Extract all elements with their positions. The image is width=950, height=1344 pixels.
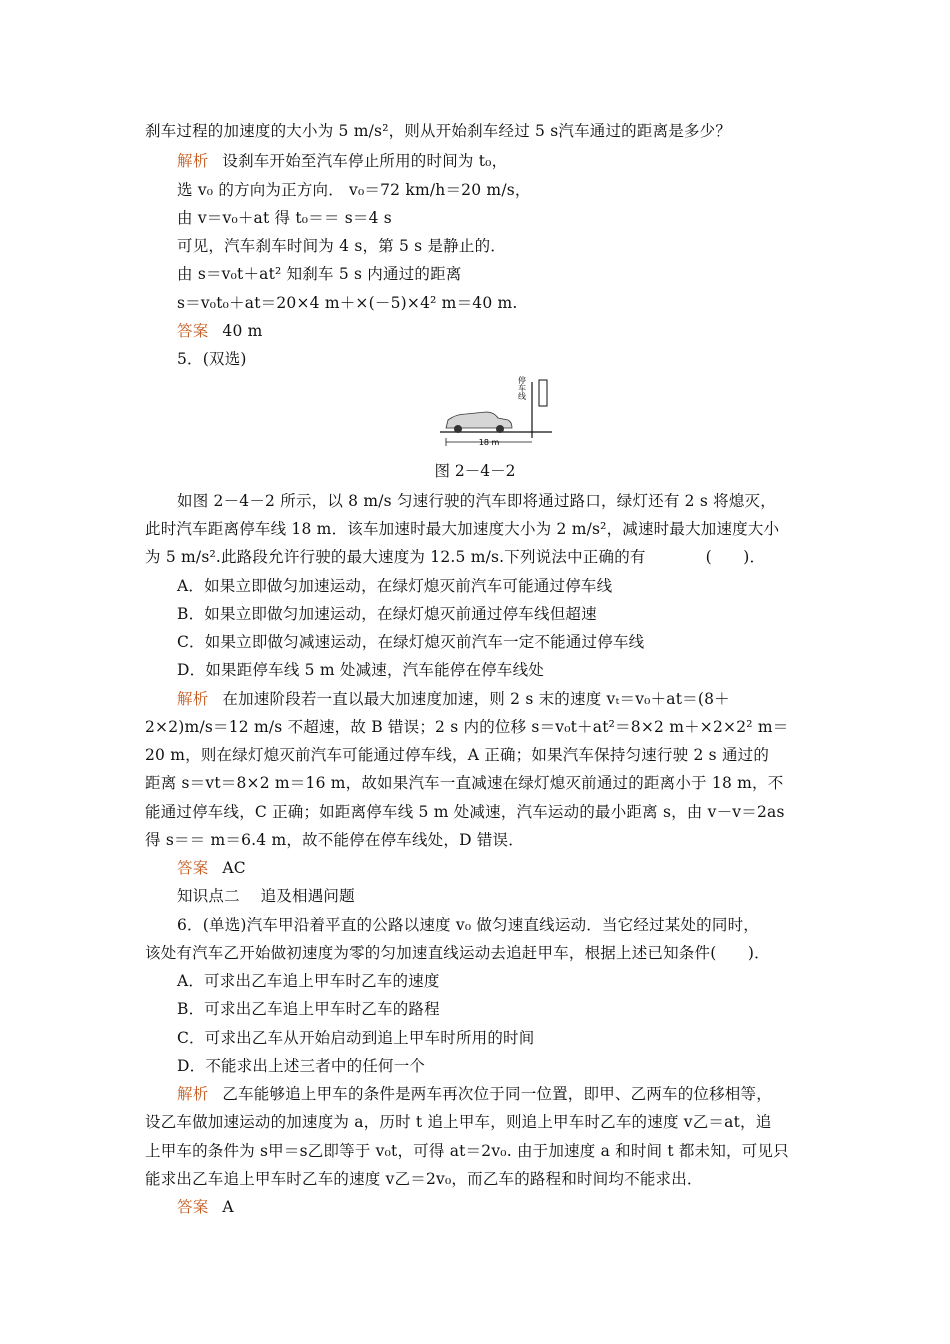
option-a: A．如果立即做匀加速运动，在绿灯熄灭前汽车可能通过停车线 [177,577,613,595]
text-line: 设乙车做加速运动的加速度为 a，历时 t 追上甲车，则追上甲车时乙车的速度 v乙＝at，追 [145,1113,772,1131]
text-line: s＝v₀t₀＋at＝20×4 m＋×(－5)×4² m＝40 m. [177,294,518,312]
text-line: 由 s＝v₀t＋at² 知刹车 5 s 内通过的距离 [177,265,462,283]
car-stopline-figure [436,374,556,460]
jiexi-label: 解析 [177,1085,209,1103]
text-line: 为 5 m/s².此路段允许行驶的最大速度为 12.5 m/s.下列说法中正确的有 ( )． [145,548,766,566]
text-line: 解析 在加速阶段若一直以最大加速度加速，则 2 s 末的速度 vₜ＝v₀＋at＝(8＋ [177,690,730,708]
text-line: 6．(单选)汽车甲沿着平直的公路以速度 v₀ 做匀速直线运动．当它经过某处的同时， [177,916,759,934]
option-c: C．如果立即做匀减速运动，在绿灯熄灭前汽车一定不能通过停车线 [177,633,645,651]
daan-label: 答案 [177,322,209,340]
option-c: C．可求出乙车从开始启动到追上甲车时所用的时间 [177,1029,535,1047]
text-line: 选 v₀ 的方向为正方向． v₀＝72 km/h＝20 m/s， [177,181,531,199]
text-line: 解析 设刹车开始至汽车停止所用的时间为 t₀， [177,152,508,170]
option-a: A．可求出乙车追上甲车时乙车的速度 [177,972,440,990]
text-line: 解析 乙车能够追上甲车的条件是两车再次位于同一位置，即甲、乙两车的位移相等， [177,1085,772,1103]
text-line: 此时汽车距离停车线 18 m．该车加速时最大加速度大小为 2 m/s²，减速时最大加速度大小 [145,520,780,538]
text-line: 上甲车的条件为 s甲＝s乙即等于 v₀t，可得 at＝2v₀. 由于加速度 a 和时间 t 都未知，可见只 [145,1142,789,1160]
option-b: B．如果立即做匀加速运动，在绿灯熄灭前通过停车线但超速 [177,605,597,623]
text-line: 该处有汽车乙开始做初速度为零的匀加速直线运动去追赶甲车，根据上述已知条件( )． [145,944,770,962]
text-line: 可见，汽车刹车时间为 4 s，第 5 s 是静止的． [177,237,506,255]
option-b: B．可求出乙车追上甲车时乙车的路程 [177,1000,440,1018]
daan-label: 答案 [177,859,209,877]
text-line: 答案 40 m [177,322,263,340]
jiexi-label: 解析 [177,690,209,708]
figure-caption: 图 2－4－2 [434,462,516,480]
text-line: 答案 AC [177,859,246,877]
section-heading: 知识点二 追及相遇问题 [177,887,355,905]
text-line: 得 s＝＝ m＝6.4 m，故不能停在停车线处，D 错误． [145,831,524,849]
text-line: 2×2)m/s＝12 m/s 不超速，故 B 错误；2 s 内的位移 s＝v₀t＋at²＝8×2 m＋×2×2² m＝ [145,718,789,736]
text-line: 能求出乙车追上甲车时乙车的速度 v乙＝2v₀，而乙车的路程和时间均不能求出． [145,1170,703,1188]
distance-label: 18 m [478,438,500,447]
text-line: 能通过停车线，C 正确；如距离停车线 5 m 处减速，汽车运动的最小距离 s，由 v－v＝2as [145,803,785,821]
option-d: D．不能求出上述三者中的任何一个 [177,1057,426,1075]
question-number: 5．(双选) [177,350,247,368]
text-line: 20 m，则在绿灯熄灭前汽车可能通过停车线，A 正确；如果汽车保持匀速行驶 2 s 通过的 [145,746,770,764]
text-line: 距离 s＝vt＝8×2 m＝16 m，故如果汽车一直减速在绿灯熄灭前通过的距离小于 18 m，不 [145,774,784,792]
text-line: 如图 2－4－2 所示，以 8 m/s 匀速行驶的汽车即将通过路口，绿灯还有 2 s 将熄灭， [177,492,776,510]
text-line: 答案 A [177,1198,234,1216]
text-line: 由 v＝v₀＋at 得 t₀＝＝ s＝4 s [177,209,392,227]
daan-label: 答案 [177,1198,209,1216]
answer-blank: ( )． [705,548,766,566]
option-d: D．如果距停车线 5 m 处减速，汽车能停在停车线处 [177,661,544,679]
stop-line-label: 停车线 [517,376,527,400]
text-line: 刹车过程的加速度的大小为 5 m/s²，则从开始刹车经过 5 s汽车通过的距离是多少？ [145,122,732,140]
jiexi-label: 解析 [177,152,209,170]
